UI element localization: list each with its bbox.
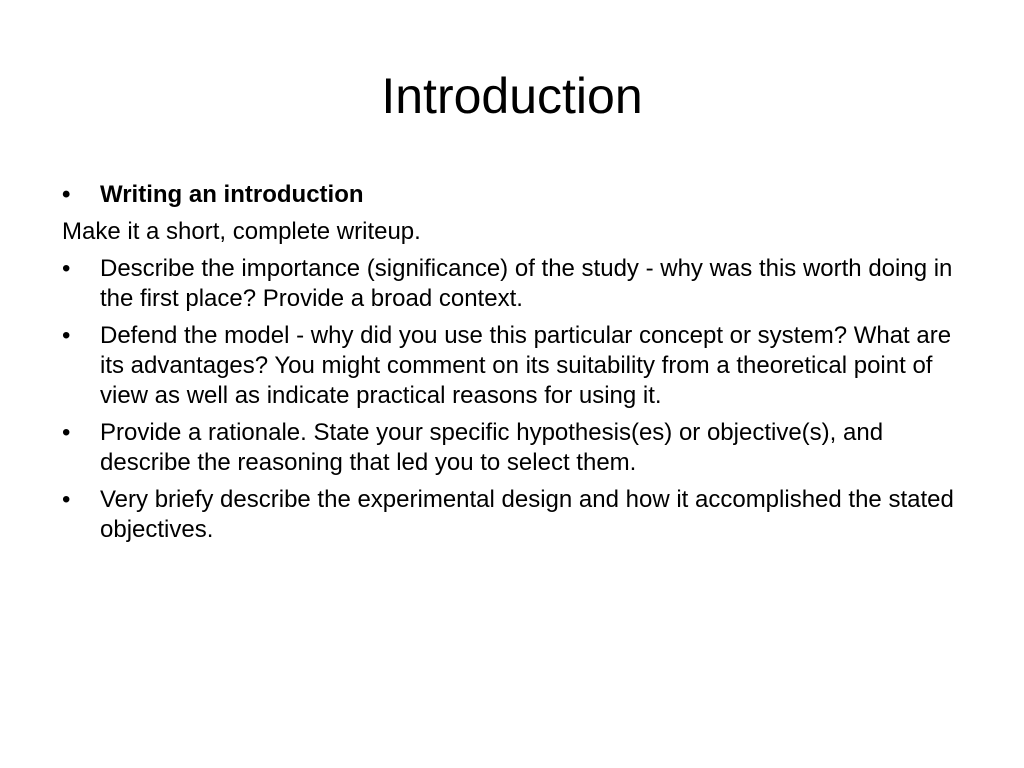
slide-content: [62, 180, 972, 552]
list-item: [62, 418, 972, 478]
list-item-text: Defend the model - why did you use this particular concept or system? What are its advantages? You might comment on its suitability from a theoretical point of view as well as indicate practical reasons for using it.: [100, 322, 952, 409]
list-item: [62, 254, 972, 314]
list-item: [62, 217, 972, 247]
slide-title: Introduction: [381, 68, 643, 124]
bullet-icon: •: [62, 419, 71, 446]
bullet-icon: •: [62, 322, 71, 349]
list-item-text: Writing an introduction: [100, 181, 364, 208]
list-item: [62, 485, 972, 545]
bullet-icon: •: [62, 486, 71, 513]
bullet-icon: •: [62, 181, 71, 208]
list-item: [62, 180, 972, 210]
list-item-text: Provide a rationale. State your specific hypothesis(es) or objective(s), and describe the reasoning that led you to select them.: [100, 419, 884, 476]
list-item: [62, 321, 972, 411]
list-item-text: Make it a short, complete writeup.: [62, 218, 421, 245]
list-item-text: Describe the importance (significance) of the study - why was this worth doing in the first place? Provide a broad context.: [100, 255, 953, 312]
list-item-text: Very briefy describe the experimental design and how it accomplished the stated objectives.: [100, 486, 954, 543]
bullet-icon: •: [62, 255, 71, 282]
